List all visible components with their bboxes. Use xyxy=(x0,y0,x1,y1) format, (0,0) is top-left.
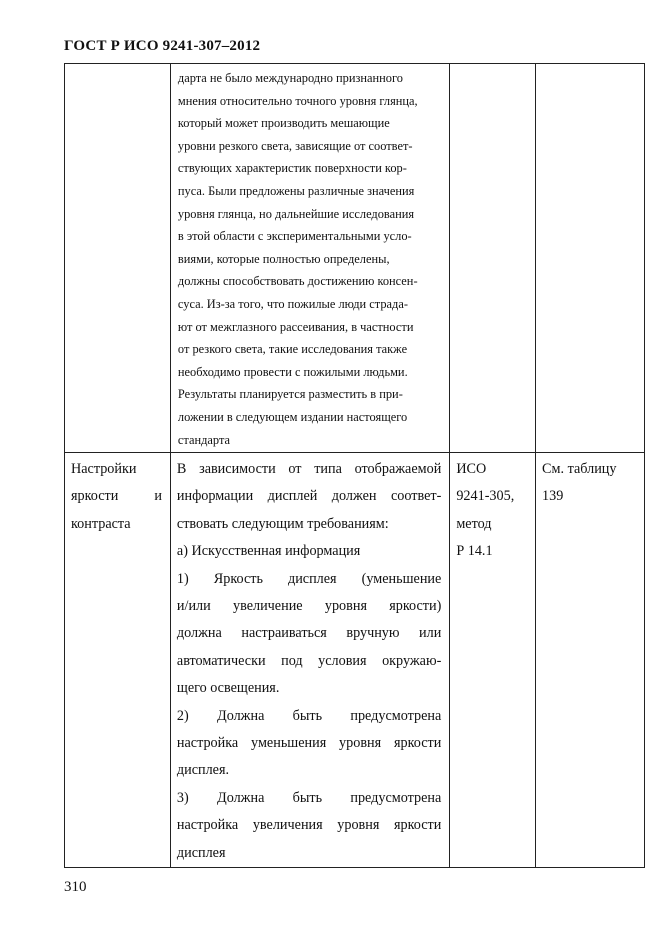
text-line: Р 14.1 xyxy=(456,543,493,560)
table-cell-requirement xyxy=(170,453,449,868)
table-cell-empty xyxy=(536,64,645,453)
text-line: уровни резкого света, зависящие от соответ- xyxy=(177,138,413,153)
text-line: дисплея. xyxy=(176,762,230,779)
text-line: ют от межглазного рассеивания, в частности xyxy=(177,319,414,334)
text-line: 139 xyxy=(542,488,564,505)
text-line: метод xyxy=(456,515,492,532)
text-line: автоматически под условия окружаю- xyxy=(176,652,442,669)
requirements-table xyxy=(64,63,645,868)
text-line: 2) Должна быть предусмотрена xyxy=(176,707,442,724)
text-line: суса. Из-за того, что пожилые люди страда- xyxy=(177,296,408,311)
text-line: См. таблицу xyxy=(542,461,617,477)
text-line: должны способствовать достижению консен- xyxy=(177,274,418,289)
text-line: и/или увеличение уровня яркости) xyxy=(176,598,442,615)
cell-text-block xyxy=(171,453,449,867)
text-line: ствовать следующим требованиям: xyxy=(176,515,389,532)
text-line: 9241-305, xyxy=(456,488,515,505)
text-line: контраста xyxy=(71,515,131,532)
text-line: стандарта xyxy=(177,432,231,447)
text-line: уровня глянца, но дальнейшие исследования xyxy=(177,206,415,221)
table-row xyxy=(65,453,645,868)
text-line: необходимо провести с пожилыми людьми. xyxy=(177,364,408,379)
cell-text-block xyxy=(65,453,170,538)
text-line: 3) Должна быть предусмотрена xyxy=(176,789,442,806)
text-line: виями, которые полностью определены, xyxy=(177,251,390,266)
document-header: ГОСТ Р ИСО 9241-307–2012 xyxy=(64,38,261,54)
text-line: а) Искусственная информация xyxy=(176,543,361,560)
text-line: от резкого света, такие исследования также xyxy=(177,342,408,357)
table-row xyxy=(65,64,645,453)
text-line: В зависимости от типа отображаемой xyxy=(176,461,442,477)
text-line: пуса. Были предложены различные значения xyxy=(177,183,415,198)
text-line: настройка уменьшения уровня яркости xyxy=(176,735,442,752)
text-line: настройка увеличения уровня яркости xyxy=(176,817,442,834)
text-line: в этой области с экспериментальными усло- xyxy=(177,229,412,244)
text-line: яркости и xyxy=(71,488,162,505)
text-line: который может производить мешающие xyxy=(177,116,390,131)
table-cell-note xyxy=(536,453,645,868)
page-number: 310 xyxy=(64,879,87,895)
text-line: 1) Яркость дисплея (уменьшение xyxy=(176,570,442,587)
text-line: ствующих характеристик поверхности кор- xyxy=(177,161,407,176)
text-line: должна настраиваться вручную или xyxy=(176,625,442,642)
text-line: дарта не было международно признанного xyxy=(177,71,403,85)
text-line: дисплея xyxy=(176,844,226,861)
table-cell-text xyxy=(170,64,449,453)
table-cell-parameter xyxy=(65,453,171,868)
text-line: щего освещения. xyxy=(176,680,280,697)
text-line: мнения относительно точного уровня глянца, xyxy=(177,93,418,108)
table-cell-empty xyxy=(450,64,536,453)
table-cell-reference xyxy=(450,453,536,868)
text-line: Настройки xyxy=(71,461,137,477)
cell-text-block xyxy=(450,453,535,566)
cell-text-block xyxy=(171,64,449,451)
table-cell-empty xyxy=(65,64,171,453)
cell-text-block xyxy=(536,453,644,511)
text-line: Результаты планируется разместить в при- xyxy=(177,387,403,402)
text-line: информации дисплей должен соответ- xyxy=(176,488,442,505)
text-line: ИСО xyxy=(456,461,487,477)
text-line: ложении в следующем издании настоящего xyxy=(177,409,408,424)
